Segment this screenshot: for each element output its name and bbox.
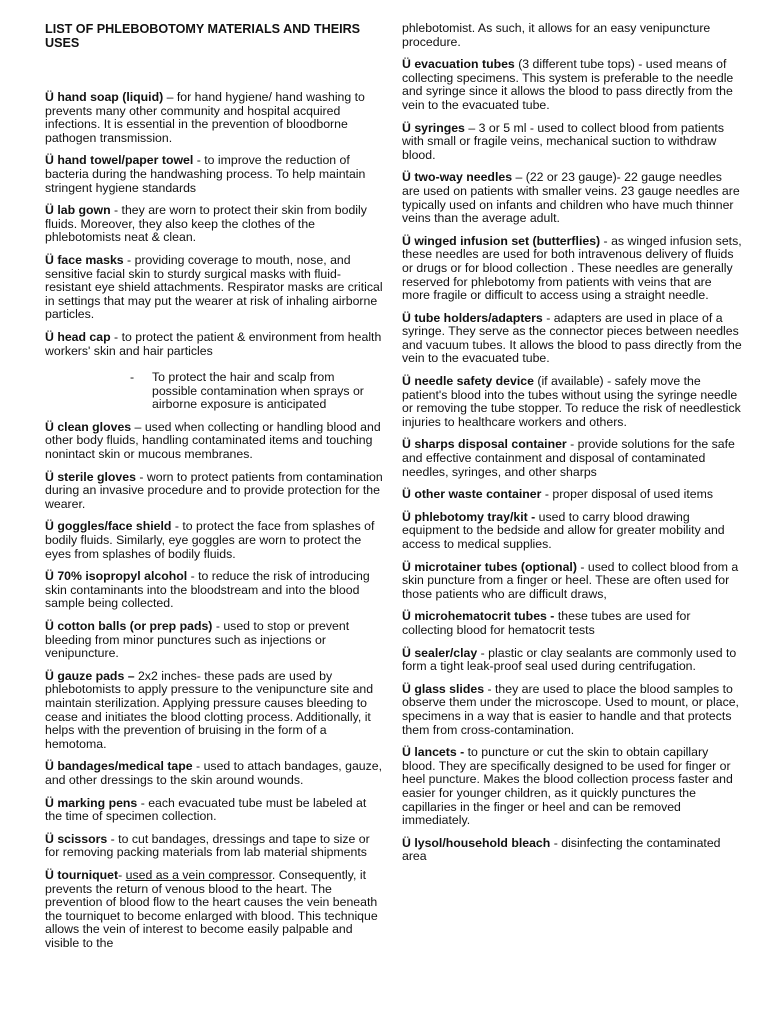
item-description: (22 or 23 gauge)- 22 gauge needles are used on patients with smaller veins. 23 gauge needles are typically used on infants and children who have much thinner veins than the average adult. xyxy=(402,170,740,226)
checkmark-icon: Ü xyxy=(402,681,411,696)
list-item xyxy=(402,683,742,737)
list-item xyxy=(402,511,742,552)
list-item xyxy=(45,421,383,462)
list-item xyxy=(402,610,742,637)
item-term: needle safety device xyxy=(414,374,534,389)
checkmark-icon: Ü xyxy=(402,609,411,624)
item-description: used to carry blood drawing equipment to the bedside and allow for greater mobility and access to medical supplies. xyxy=(402,509,725,551)
checkmark-icon: Ü xyxy=(45,469,54,484)
item-term: head cap xyxy=(57,329,111,344)
item-description: providing coverage to mouth, nose, and sensitive facial skin to sturdy surgical masks with fluid-resistant eye shield attachments. Respirator masks are critical in settings that may put the wearer at risk of inhaling airborne particles. xyxy=(45,252,383,322)
checkmark-icon: Ü xyxy=(45,795,54,810)
item-term: cotton balls (or prep pads) xyxy=(57,619,213,633)
checkmark-icon: Ü xyxy=(402,120,411,135)
checkmark-icon: Ü xyxy=(402,645,411,660)
item-underlined-text: used as a vein compressor xyxy=(125,867,272,882)
item-description: they are worn to protect their skin from bodily fluids. Moreover, they also keep the clothes of the phlebotomists neat & clean. xyxy=(45,203,367,245)
item-term: phlebotomy tray/kit - xyxy=(414,509,536,524)
item-text xyxy=(45,760,383,787)
list-item xyxy=(45,670,383,752)
item-term: syringes xyxy=(414,120,465,135)
item-description: worn to protect patients from contamination during an invasive procedure and to provide protection for the wearer. xyxy=(45,469,383,511)
item-description: used to attach bandages, gauze, and other dressings to the skin around wounds. xyxy=(45,759,383,787)
item-term: scissors xyxy=(57,831,108,846)
item-description: 3 or 5 ml - used to collect blood from patients with small or fragile veins, mechanical suction to withdraw blood. xyxy=(402,120,724,162)
checkmark-icon: Ü xyxy=(402,57,411,72)
item-term: 70% isopropyl alcohol xyxy=(57,569,188,584)
checkmark-icon: Ü xyxy=(45,759,54,774)
item-separator: – xyxy=(464,120,479,135)
item-separator: - xyxy=(550,835,562,850)
item-text xyxy=(402,58,742,112)
list-item xyxy=(45,570,383,611)
checkmark-icon: Ü xyxy=(402,170,411,185)
checkmark-icon: Ü xyxy=(402,233,411,248)
item-term: lab gown xyxy=(57,203,111,218)
list-item xyxy=(45,869,383,951)
item-separator: - xyxy=(107,831,119,846)
item-description: used to collect blood from a skin puncture from a finger or heel. These are often used for those patients who are difficult draws, xyxy=(402,559,739,601)
checkmark-icon: Ü xyxy=(402,310,411,325)
item-text xyxy=(402,312,742,366)
checkmark-icon: Ü xyxy=(402,509,411,524)
item-text xyxy=(45,570,383,611)
item-description: 2x2 inches- these pads are used by phlebotomists to apply pressure to the venipuncture site and maintain sterilization. Applying pressure causes bleeding to cease and initiates the blood clotting process. Additionally, it helps with the prevention of bruising in the form of a hemotoma. xyxy=(45,668,374,751)
checkmark-icon: Ü xyxy=(45,419,54,434)
list-item xyxy=(402,746,742,828)
item-text xyxy=(45,797,383,824)
list-item xyxy=(402,837,742,864)
item-separator: - xyxy=(135,469,147,484)
item-term: other waste container xyxy=(414,487,542,502)
item-text xyxy=(45,254,383,322)
item-separator: – xyxy=(512,170,526,185)
list-item xyxy=(402,375,742,429)
item-text xyxy=(45,204,383,245)
checkmark-icon: Ü xyxy=(402,374,411,389)
item-term: sharps disposal container xyxy=(414,437,567,452)
item-separator: - xyxy=(110,203,122,218)
item-term: goggles/face shield xyxy=(57,519,172,534)
list-item xyxy=(402,312,742,366)
item-text xyxy=(45,91,383,145)
item-text xyxy=(45,620,383,661)
checkmark-icon: Ü xyxy=(45,867,54,882)
item-term: hand towel/paper towel xyxy=(57,153,194,168)
item-text xyxy=(45,670,383,752)
item-term: sterile gloves xyxy=(57,469,136,484)
item-separator: - xyxy=(187,569,199,584)
checkmark-icon: Ü xyxy=(45,619,54,633)
item-term: lysol/household bleach xyxy=(414,835,551,850)
item-text xyxy=(45,520,383,561)
item-text xyxy=(45,421,383,462)
item-description: used to stop or prevent bleeding from minor punctures such as injections or venipuncture. xyxy=(45,619,350,661)
list-item xyxy=(45,204,383,245)
checkmark-icon: Ü xyxy=(402,559,411,574)
list-item xyxy=(402,22,742,49)
checkmark-icon: Ü xyxy=(45,90,54,104)
right-item-list xyxy=(402,22,742,864)
item-text xyxy=(45,869,383,951)
checkmark-icon: Ü xyxy=(45,153,54,168)
item-term: gauze pads – xyxy=(57,668,135,683)
item-term: microtainer tubes (optional) xyxy=(414,559,577,574)
item-text xyxy=(402,746,742,828)
item-separator: - xyxy=(123,252,135,267)
item-text xyxy=(45,471,383,512)
list-item xyxy=(402,171,742,225)
item-description: for hand hygiene/ hand washing to prevents many other community and hospital acquired infections. It is essential in the prevention of bloodborne pathogen transmission. xyxy=(45,90,365,145)
checkmark-icon: Ü xyxy=(45,519,54,534)
list-item xyxy=(402,561,742,602)
item-description: plastic or clay sealants are commonly used to form a tight leak-proof seal used during centrifugation. xyxy=(402,645,737,674)
item-description: they are used to place the blood samples to observe them under the microscope. Used to mount, or place, specimens in a way that is easier to handle and that protects them from cross-contamination. xyxy=(402,681,739,737)
item-text xyxy=(402,375,742,429)
item-text xyxy=(402,647,742,674)
list-item xyxy=(45,254,383,322)
item-text xyxy=(402,488,742,502)
list-item xyxy=(45,620,383,661)
dash-bullet-icon: - xyxy=(130,370,135,385)
item-separator: - xyxy=(484,681,495,696)
checkmark-icon: Ü xyxy=(45,569,54,584)
item-description: used when collecting or handling blood and other body fluids, handling contaminated items and touching nonintact skin or mucous membranes. xyxy=(45,419,381,462)
item-separator: - xyxy=(110,329,122,344)
item-description: to puncture or cut the skin to obtain capillary blood. They are specifically designed to be used for finger or heel puncture. Makes the blood collection process faster and easier for younger children, as it quickly punctures the capillaries in the finger or heel and can be removed immediately. xyxy=(402,745,733,828)
list-item xyxy=(45,154,383,195)
item-text xyxy=(402,171,742,225)
item-term: glass slides xyxy=(414,681,485,696)
item-term: clean gloves xyxy=(57,419,132,434)
item-text xyxy=(402,837,742,864)
right-column xyxy=(402,22,742,873)
item-description: (3 different tube tops) - used means of collecting specimens. This system is preferable to the needle and syringe since it allows the blood to pass directly from the vein to the evacuated tube. xyxy=(402,57,734,112)
item-text xyxy=(402,438,742,479)
item-text xyxy=(402,122,742,163)
list-item xyxy=(402,647,742,674)
left-column xyxy=(45,22,383,959)
item-text xyxy=(45,331,383,358)
item-separator: - xyxy=(566,437,578,452)
item-text xyxy=(402,22,742,49)
item-separator: - xyxy=(212,619,224,633)
item-text xyxy=(402,610,742,637)
item-text xyxy=(45,833,383,860)
list-item xyxy=(45,91,383,145)
list-item xyxy=(45,760,383,787)
item-separator: - xyxy=(477,645,489,660)
item-separator: - xyxy=(137,795,149,810)
item-separator: - xyxy=(192,759,204,774)
item-separator: - xyxy=(541,487,553,502)
checkmark-icon: Ü xyxy=(402,835,411,850)
list-item xyxy=(45,797,383,824)
item-term: tube holders/adapters xyxy=(414,310,543,325)
item-term: lancets - xyxy=(414,745,465,760)
item-continuation: phlebotomist. As such, it allows for an easy venipuncture procedure. xyxy=(402,21,711,49)
checkmark-icon: Ü xyxy=(45,203,54,218)
item-description: to protect the face from splashes of bodily fluids. Similarly, eye goggles are worn to protect the eyes from splashes of bodily fluids. xyxy=(45,519,375,561)
list-item xyxy=(45,833,383,860)
item-term: face masks xyxy=(57,252,124,267)
item-description: as winged infusion sets, these needles are used for both intravenous delivery of fluids or drugs or for blood collection . These needles are generally reserved for phlebotomy from patients with veins that are more fragile or difficult to access using a straight needle. xyxy=(402,233,742,303)
checkmark-icon: Ü xyxy=(45,831,54,846)
item-separator: - xyxy=(193,153,205,168)
item-separator: – xyxy=(163,90,177,104)
list-item xyxy=(402,235,742,303)
item-term: bandages/medical tape xyxy=(57,759,193,774)
item-text xyxy=(402,235,742,303)
checkmark-icon: Ü xyxy=(402,745,411,760)
item-description: . Consequently, it prevents the return of venous blood to the heart. The prevention of blood flow to the heart causes the vein beneath the tourniquet to become enlarged with blood. This technique allows the vein of interest to become easily palpable and visible to the xyxy=(45,867,378,950)
item-term: two-way needles xyxy=(414,170,513,185)
item-description: to reduce the risk of introducing skin contaminants into the bloodstream and into the blood sample being collected. xyxy=(45,569,370,611)
list-item xyxy=(402,438,742,479)
list-item xyxy=(402,488,742,502)
left-item-list xyxy=(45,91,383,950)
item-separator: - xyxy=(576,559,588,574)
item-term: tourniquet xyxy=(57,867,119,882)
item-separator: - xyxy=(171,519,183,534)
item-description: adapters are used in place of a syringe. They serve as the connector pieces between needles and vacuum tubes. It allows the blood to pass directly from the vein to the evacuated tube. xyxy=(402,310,742,366)
item-description: these tubes are used for collecting blood for hematocrit tests xyxy=(402,609,691,637)
item-term: hand soap (liquid) xyxy=(57,90,164,104)
item-description: proper disposal of used items xyxy=(552,487,713,502)
page-title: LIST OF PHLEBOBOTOMY MATERIALS AND THEIRS USES xyxy=(45,22,361,50)
list-item xyxy=(45,471,383,512)
item-description: to cut bandages, dressings and tape to size or for removing packing materials from lab material shipments xyxy=(45,831,370,860)
list-item xyxy=(402,122,742,163)
item-description: (if available) - safely move the patient's blood into the tubes without using the syringe needle or removing the tube stopper. To reduce the risk of needlestick injuries to healthcare workers and others. xyxy=(402,374,741,429)
checkmark-icon: Ü xyxy=(45,329,54,344)
item-term: microhematocrit tubes - xyxy=(414,609,555,624)
item-text xyxy=(45,154,383,195)
list-item xyxy=(45,331,383,412)
item-separator: – xyxy=(131,419,145,434)
item-text xyxy=(402,561,742,602)
item-description: disinfecting the contaminated area xyxy=(402,835,721,864)
checkmark-icon: Ü xyxy=(402,487,411,502)
item-separator: - xyxy=(542,310,554,325)
item-term: evacuation tubes xyxy=(414,57,515,72)
sub-bullet-text: To protect the hair and scalp from possible contamination when sprays or airborne exposure is anticipated xyxy=(152,370,364,412)
sub-bullet xyxy=(130,371,383,412)
item-description: each evacuated tube must be labeled at the time of specimen collection. xyxy=(45,795,367,824)
item-description: provide solutions for the safe and effective containment and disposal of contaminated needles, syringes, and other sharps xyxy=(402,437,735,479)
item-separator: - xyxy=(118,867,126,882)
item-description: to improve the reduction of bacteria during the handwashing process. To help maintain stringent hygiene standards xyxy=(45,153,366,195)
item-term: winged infusion set (butterflies) xyxy=(414,233,601,248)
item-text xyxy=(402,511,742,552)
list-item xyxy=(45,520,383,561)
checkmark-icon: Ü xyxy=(45,252,54,267)
checkmark-icon: Ü xyxy=(402,437,411,452)
item-term: marking pens xyxy=(57,795,138,810)
item-separator: - xyxy=(600,233,612,248)
item-term: sealer/clay xyxy=(414,645,478,660)
list-item xyxy=(402,58,742,112)
item-text xyxy=(402,683,742,737)
checkmark-icon: Ü xyxy=(45,668,54,683)
item-description: to protect the patient & environment from health workers' skin and hair particles xyxy=(45,329,382,358)
